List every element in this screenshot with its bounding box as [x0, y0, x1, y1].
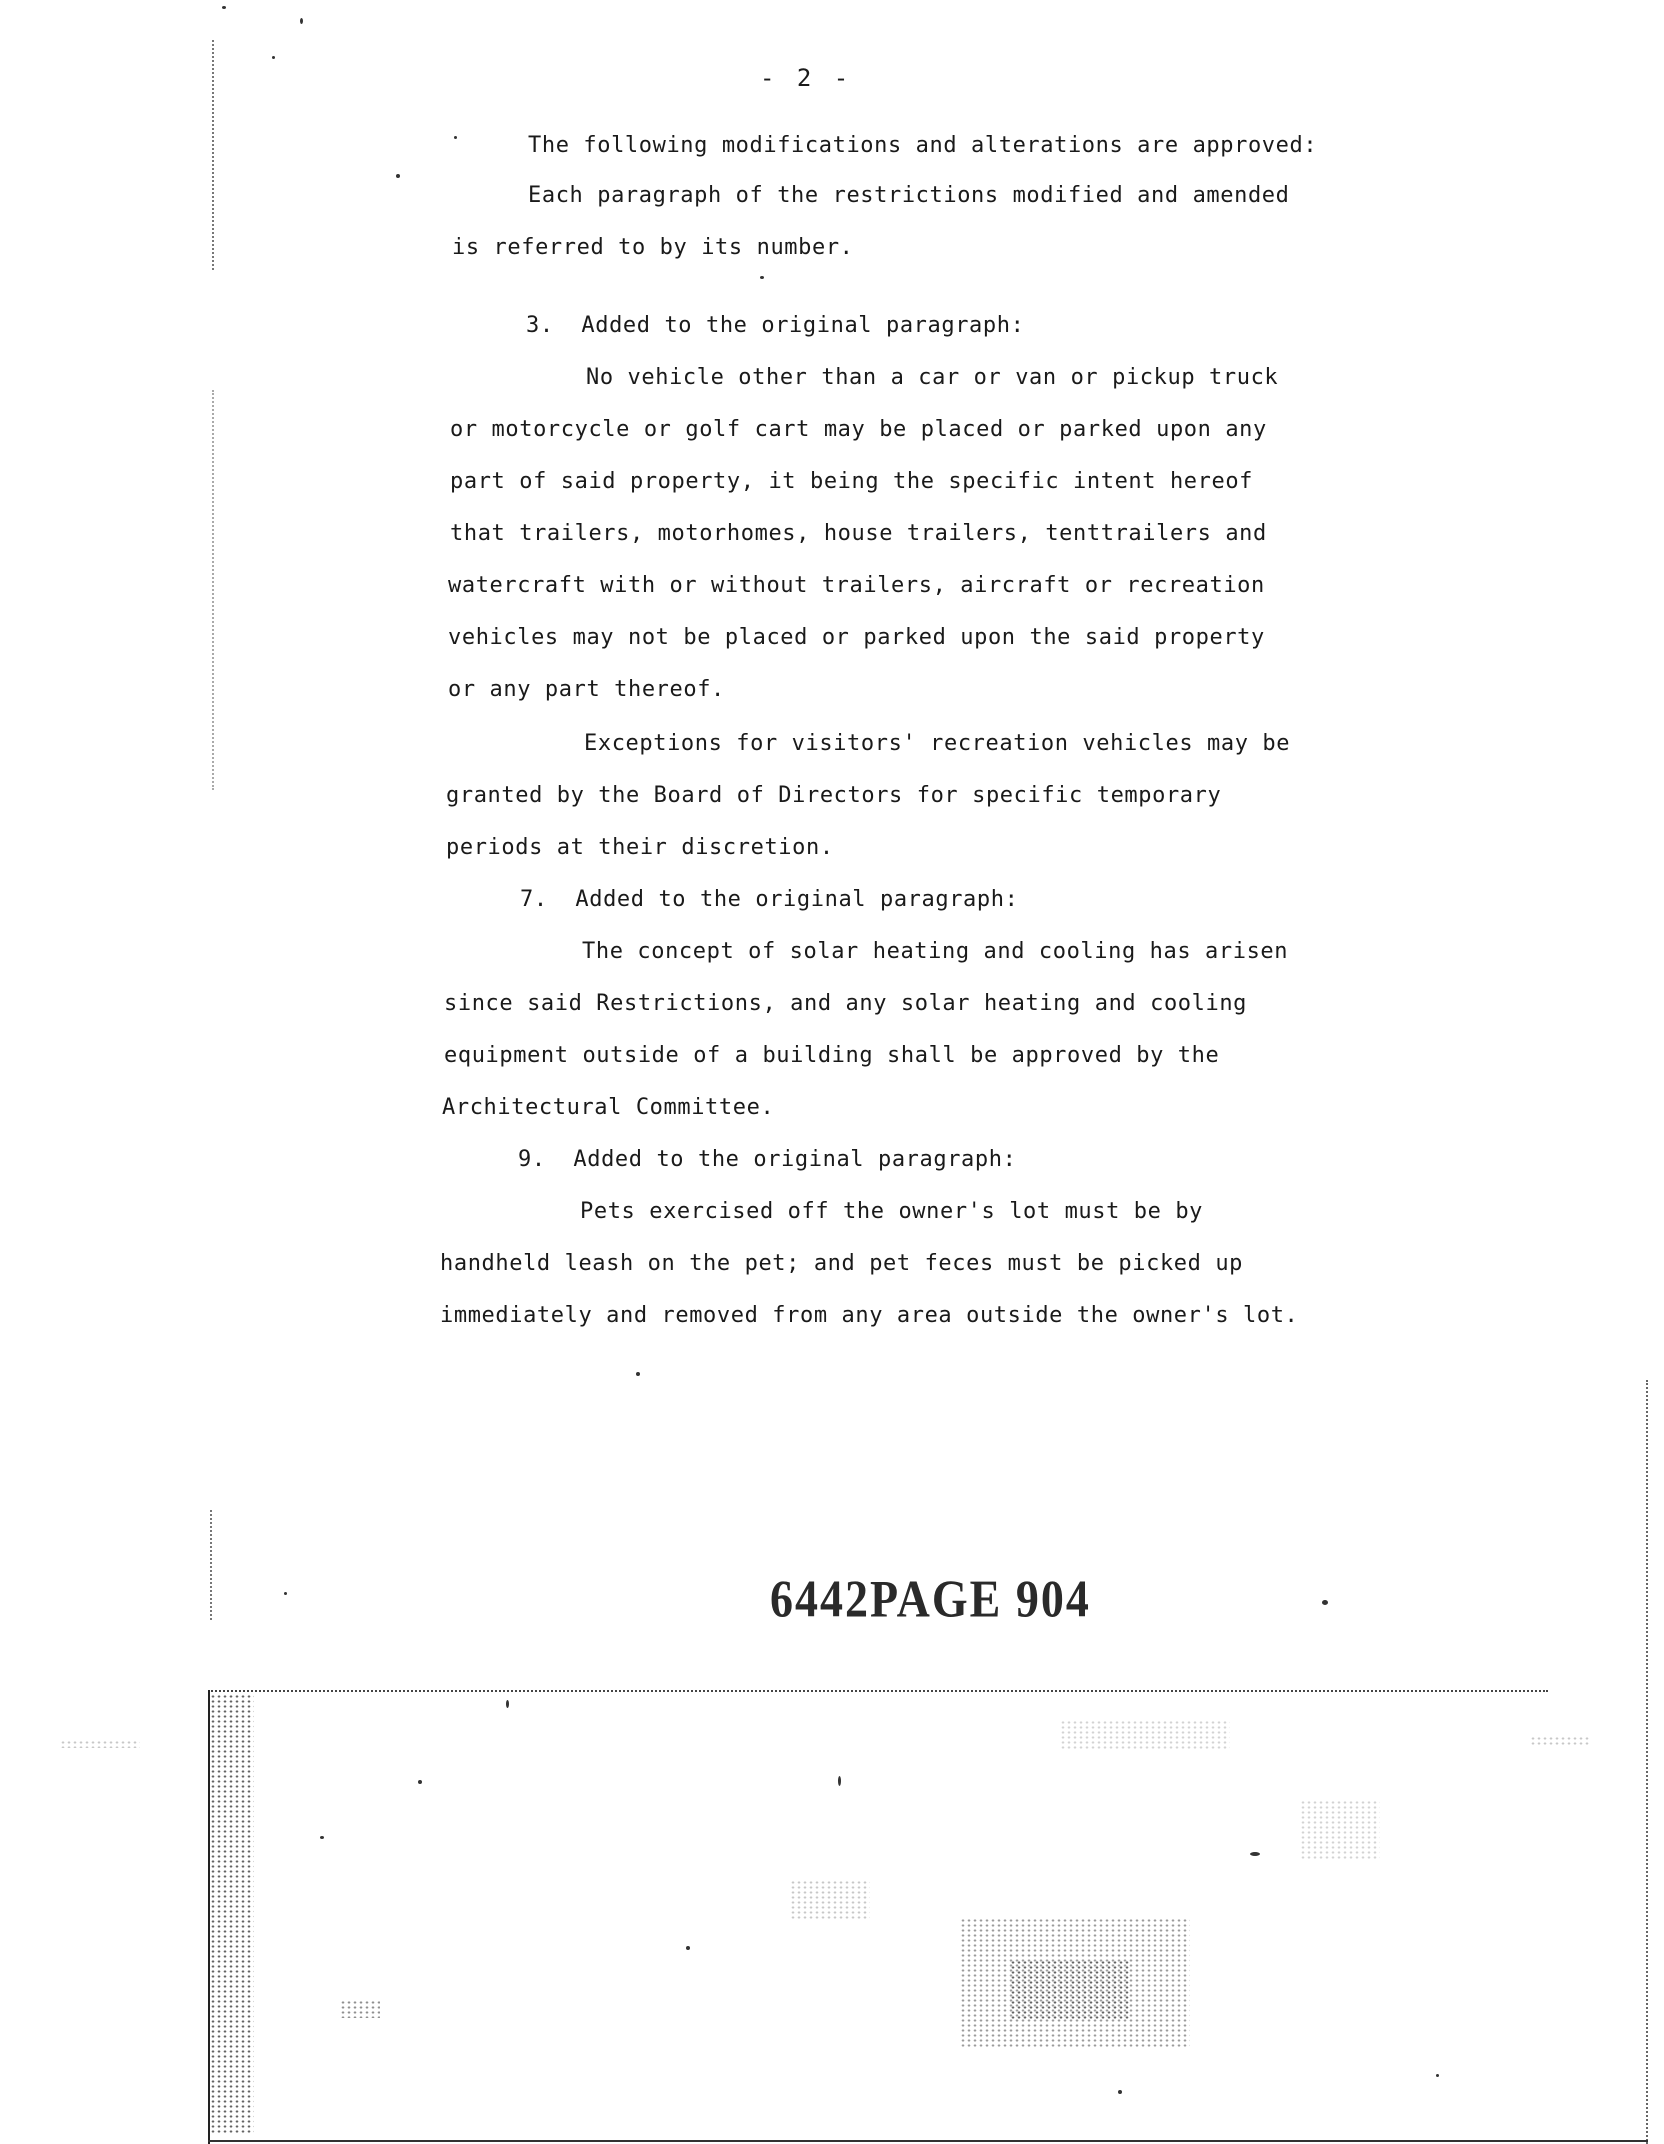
scan-speck [396, 174, 400, 178]
text-line: granted by the Board of Directors for specific temporary [446, 783, 1222, 808]
scan-noise [1010, 1960, 1130, 2020]
recording-stamp: 6442PAGE 904 [770, 1569, 1091, 1628]
scan-frame-right [1646, 1380, 1648, 2144]
text-line: The concept of solar heating and cooling has arisen [582, 939, 1289, 964]
scan-speck [636, 1372, 640, 1376]
text-line: watercraft with or without trailers, aircraft or recreation [448, 573, 1265, 598]
scan-margin-artifact [210, 1510, 212, 1620]
scan-speck [272, 56, 275, 59]
scan-noise [1060, 1720, 1230, 1750]
text-line: The following modifications and alterations are approved: [528, 133, 1318, 158]
scan-margin-artifact [212, 40, 214, 270]
text-line: periods at their discretion. [446, 835, 834, 860]
text-line: since said Restrictions, and any solar heating and cooling [444, 991, 1248, 1016]
scan-noise [340, 2000, 380, 2018]
scan-frame-bottom [208, 2140, 1648, 2142]
text-line: that trailers, motorhomes, house trailers, tenttrailers and [450, 521, 1267, 546]
scan-speck [1118, 2090, 1122, 2094]
paragraph-heading: 3. Added to the original paragraph: [526, 313, 1025, 338]
paragraph-heading: 9. Added to the original paragraph: [518, 1147, 1017, 1172]
scan-speck [222, 6, 226, 9]
scan-noise [1300, 1800, 1380, 1860]
scan-speck [284, 1592, 287, 1595]
text-line: is referred to by its number. [452, 235, 854, 260]
scan-speck [320, 1836, 324, 1839]
scan-noise [60, 1740, 140, 1748]
text-line: Architectural Committee. [442, 1095, 775, 1120]
text-line: Each paragraph of the restrictions modified and amended [528, 183, 1290, 208]
scan-noise [790, 1880, 870, 1920]
text-line: equipment outside of a building shall be approved by the [444, 1043, 1220, 1068]
scan-speck [1322, 1600, 1328, 1605]
scan-speck [506, 1700, 509, 1708]
text-line: or motorcycle or golf cart may be placed or parked upon any [450, 417, 1267, 442]
text-line: or any part thereof. [448, 677, 725, 702]
scan-margin-artifact [212, 390, 214, 790]
text-line: Pets exercised off the owner's lot must be by [580, 1199, 1204, 1224]
scan-noise [1530, 1736, 1590, 1746]
scan-noise [210, 1694, 254, 2134]
text-line: immediately and removed from any area outside the owner's lot. [440, 1303, 1299, 1328]
text-line: Exceptions for visitors' recreation vehicles may be [584, 731, 1291, 756]
scan-speck [686, 1946, 690, 1950]
page-number: - 2 - [760, 64, 853, 92]
text-line: vehicles may not be placed or parked upon the said property [448, 625, 1265, 650]
text-line: No vehicle other than a car or van or pickup truck [586, 365, 1279, 390]
scan-speck [838, 1776, 841, 1786]
scan-speck [418, 1780, 422, 1784]
paragraph-heading: 7. Added to the original paragraph: [520, 887, 1019, 912]
text-line: part of said property, it being the specific intent hereof [450, 469, 1254, 494]
scan-frame-top [208, 1690, 1548, 1692]
text-line: handheld leash on the pet; and pet feces must be picked up [440, 1251, 1244, 1276]
scan-speck [1250, 1852, 1260, 1856]
scan-speck [760, 276, 764, 279]
scan-speck [1436, 2074, 1439, 2077]
scan-speck [454, 136, 457, 139]
scan-speck [300, 18, 303, 24]
